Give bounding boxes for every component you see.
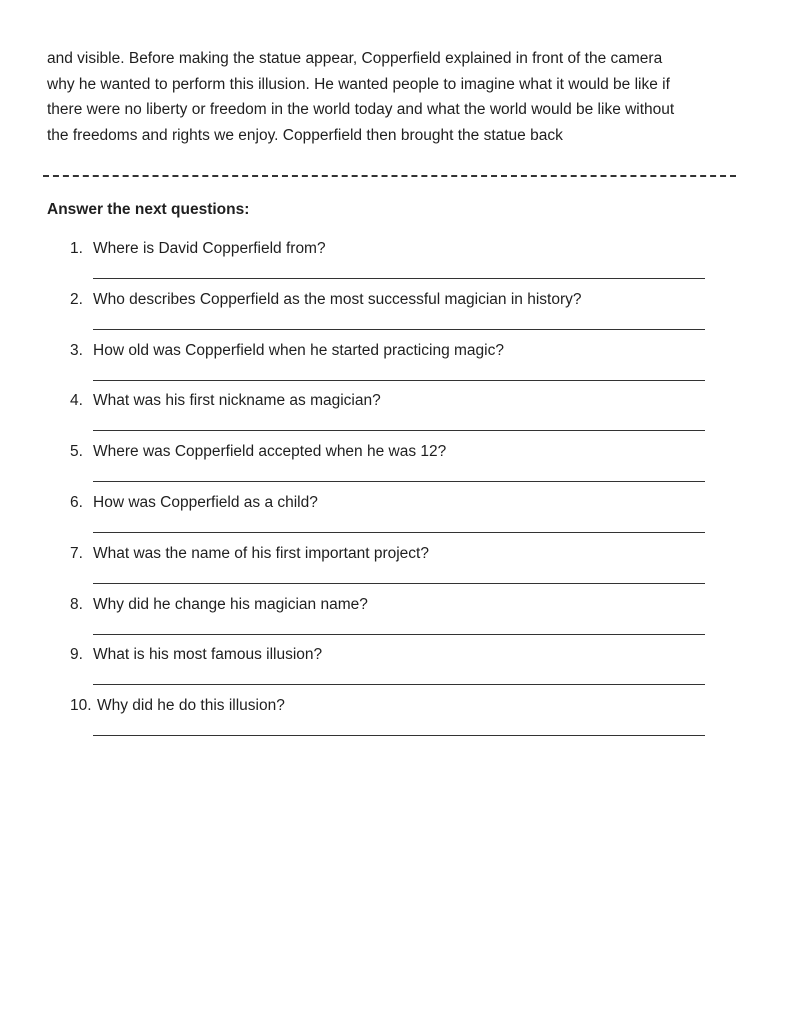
- question-text: What is his most famous illusion?: [93, 646, 323, 664]
- section-divider: [43, 175, 736, 177]
- question-number: 7.: [70, 544, 83, 562]
- question-number: 8.: [70, 595, 83, 613]
- question-text: Why did he change his magician name?: [93, 595, 368, 613]
- question-number: 5.: [70, 443, 83, 461]
- question-number: 1.: [70, 240, 83, 257]
- answer-line[interactable]: [93, 278, 705, 279]
- passage-line: the freedoms and rights we enjoy. Copperfield then brought the statue back: [47, 126, 563, 144]
- question-text: Why did he do this illusion?: [97, 697, 285, 715]
- answer-line[interactable]: [93, 583, 705, 584]
- answer-line[interactable]: [93, 430, 705, 431]
- answer-line[interactable]: [93, 481, 705, 482]
- question-list: [0, 238, 793, 746]
- question-number: 4.: [70, 392, 83, 410]
- question-item: [0, 492, 793, 543]
- answer-line[interactable]: [93, 380, 705, 381]
- question-item: [0, 644, 793, 695]
- question-text: Where is David Copperfield from?: [93, 240, 326, 257]
- question-item: [0, 594, 793, 645]
- questions-heading: Answer the next questions:: [47, 201, 250, 218]
- question-text: What was the name of his first important project?: [93, 544, 429, 562]
- question-item: [0, 441, 793, 492]
- question-text: What was his first nickname as magician?: [93, 392, 381, 410]
- question-number: 9.: [70, 646, 83, 664]
- question-item: [0, 289, 793, 340]
- reading-passage: [47, 46, 767, 148]
- question-number: 6.: [70, 493, 83, 511]
- question-item: [0, 340, 793, 391]
- answer-line[interactable]: [93, 329, 705, 330]
- question-item: [0, 695, 793, 746]
- question-item: [0, 543, 793, 594]
- answer-line[interactable]: [93, 634, 705, 635]
- question-text: Who describes Copperfield as the most successful magician in history?: [93, 290, 582, 308]
- question-text: Where was Copperfield accepted when he was 12?: [93, 443, 447, 461]
- question-text: How old was Copperfield when he started practicing magic?: [93, 341, 504, 359]
- answer-line[interactable]: [93, 735, 705, 736]
- question-item: [0, 390, 793, 441]
- answer-line[interactable]: [93, 532, 705, 533]
- question-number: 10.: [70, 697, 92, 715]
- question-item: [0, 238, 793, 289]
- passage-line: there were no liberty or freedom in the world today and what the world would be like without: [47, 101, 675, 118]
- answer-line[interactable]: [93, 684, 705, 685]
- question-text: How was Copperfield as a child?: [93, 493, 318, 511]
- question-number: 3.: [70, 341, 83, 359]
- question-number: 2.: [70, 290, 83, 308]
- passage-line: why he wanted to perform this illusion. He wanted people to imagine what it would be like if: [47, 75, 670, 93]
- passage-line: and visible. Before making the statue appear, Copperfield explained in front of the camera: [47, 50, 663, 67]
